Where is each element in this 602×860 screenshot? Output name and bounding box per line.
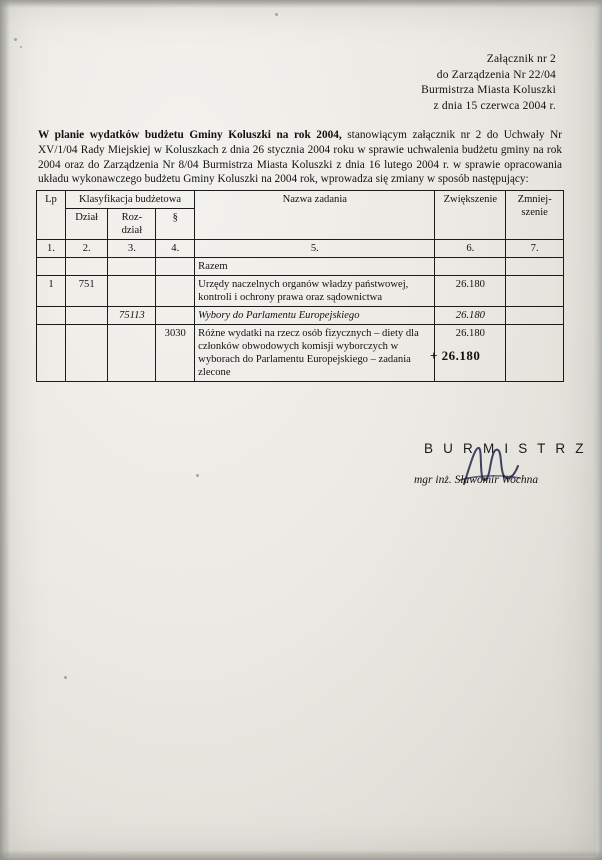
- header-klasyfikacja: Klasyfikacja budżetowa: [65, 191, 194, 209]
- header-dzial: Dział: [65, 209, 107, 240]
- scan-edge-right: [594, 0, 602, 860]
- signature-name: mgr inż. Sławomir Wochna: [414, 474, 539, 486]
- scan-speck: [14, 38, 17, 41]
- scan-edge-bottom: [0, 850, 602, 860]
- cell-zwiekszenie: 26.180: [435, 276, 506, 307]
- cell-nazwa: Wybory do Parlamentu Europejskiego: [195, 307, 435, 325]
- table-row: [37, 307, 564, 325]
- cell-paragraf: [156, 276, 195, 307]
- cell-zmniejszenie: [506, 307, 564, 325]
- table-row: [37, 276, 564, 307]
- num-4: 4.: [156, 240, 195, 258]
- cell-zmniejszenie: [506, 276, 564, 307]
- signature-title: B U R M I S T R Z: [424, 441, 587, 456]
- cell-rozdzial: [108, 258, 156, 276]
- cell-lp: 1: [37, 276, 66, 307]
- budget-table: [36, 190, 564, 382]
- scan-speck: [20, 46, 22, 48]
- scan-edge-left: [0, 0, 10, 860]
- cell-lp: [37, 307, 66, 325]
- cell-dzial: [65, 325, 107, 382]
- cell-dzial: [65, 307, 107, 325]
- header-zmniejszenie: Zmniej-szenie: [506, 191, 564, 240]
- scan-speck: [64, 676, 67, 679]
- intro-paragraph: [38, 128, 562, 187]
- cell-lp: [37, 258, 66, 276]
- scan-edge-top: [0, 0, 602, 8]
- scan-speck: [275, 13, 278, 16]
- cell-lp: [37, 325, 66, 382]
- num-5: 5.: [195, 240, 435, 258]
- scan-speck: [196, 474, 199, 477]
- intro-rest: stanowiącym załącznik nr 2 do Uchwały Nr XV/1/04 Rady Miejskiej w Koluszkach z dnia 26 stycznia 2004 roku w sprawie uchwalenia budżetu gminy na rok 2004 oraz do Zarządzenia Nr 8/04 Burmistrza Miasta Koluszki z dnia 16 lutego 2004 r. w sprawie opracowania układu wykonawczego budżetu Gminy Koluszki na 2004 rok, wprowadza się zmiany w sposób następujący:: [38, 129, 563, 186]
- header-paragraf: §: [156, 209, 195, 240]
- cell-dzial: 751: [65, 276, 107, 307]
- header-lp: Lp: [37, 191, 66, 240]
- cell-zmniejszenie: [506, 258, 564, 276]
- cell-zwiekszenie: [435, 258, 506, 276]
- num-2: 2.: [65, 240, 107, 258]
- cell-paragraf: 3030: [156, 325, 195, 382]
- num-6: 6.: [435, 240, 506, 258]
- intro-lead: W planie wydatków budżetu Gminy Koluszki na rok 2004,: [38, 129, 342, 141]
- cell-zmniejszenie: [506, 325, 564, 382]
- header-line-2: do Zarządzenia Nr 22/04: [436, 68, 556, 81]
- cell-nazwa: Różne wydatki na rzecz osób fizycznych – diety dla członków obwodowych komisji wyborczych w wyborach do Parlamentu Europejskiego – zadania zlecone: [195, 325, 435, 382]
- num-1: 1.: [37, 240, 66, 258]
- num-3: 3.: [108, 240, 156, 258]
- cell-rozdzial: [108, 276, 156, 307]
- header-line-3: Burmistrza Miasta Koluszki: [421, 84, 556, 96]
- total-amount: + 26.180: [430, 348, 481, 363]
- table-row: [37, 325, 564, 382]
- cell-rozdzial: [108, 325, 156, 382]
- cell-rozdzial: 75113: [108, 307, 156, 325]
- cell-zwiekszenie: 26.180: [435, 307, 506, 325]
- cell-zwiekszenie: 26.180: [435, 325, 506, 382]
- header-zwiekszenie: Zwiększenie: [435, 191, 506, 240]
- header-line-1: Załącznik nr 2: [486, 53, 556, 65]
- table-row: [37, 258, 564, 276]
- table-header-row-1: [37, 191, 564, 209]
- header-nazwa: Nazwa zadania: [195, 191, 435, 240]
- budget-table-wrapper: [36, 190, 564, 382]
- num-7: 7.: [506, 240, 564, 258]
- cell-paragraf: [156, 258, 195, 276]
- cell-nazwa: Urzędy naczelnych organów władzy państwowej, kontroli i ochrony prawa oraz sądownictwa: [195, 276, 435, 307]
- header-rozdzial: Roz-dział: [108, 209, 156, 240]
- header-line-4: z dnia 15 czerwca 2004 r.: [433, 99, 556, 112]
- cell-dzial: [65, 258, 107, 276]
- document-header: [421, 52, 556, 114]
- table-numbering-row: [37, 240, 564, 258]
- cell-paragraf: [156, 307, 195, 325]
- cell-nazwa: Razem: [195, 258, 435, 276]
